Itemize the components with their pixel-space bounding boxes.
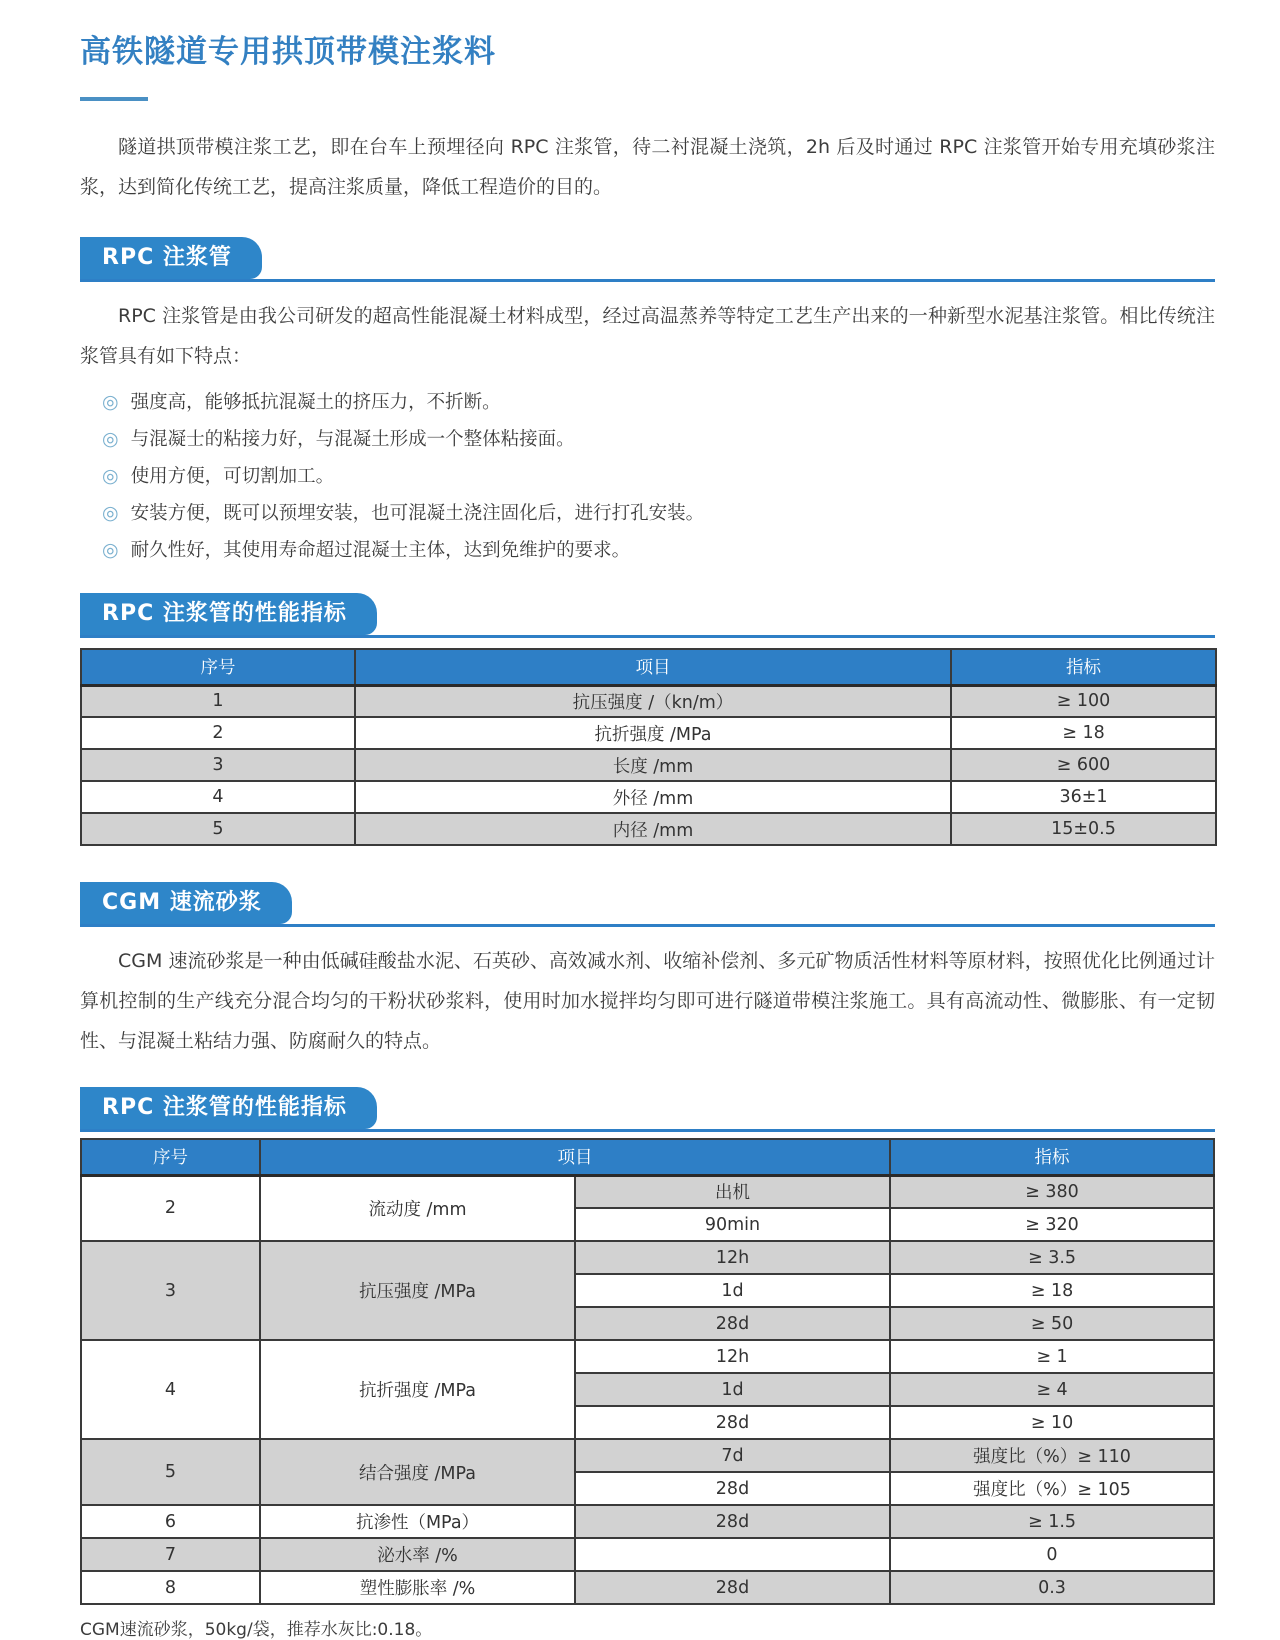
cell-no: 4: [81, 1340, 260, 1439]
cell-value: 0: [890, 1538, 1214, 1571]
table-row: [81, 1175, 1214, 1208]
cell-no: 3: [81, 749, 355, 781]
cell-value: ≥ 320: [890, 1208, 1214, 1241]
table-row: [81, 1505, 1214, 1538]
cell-item: 抗折强度 /MPa: [355, 717, 951, 749]
cell-no: 2: [81, 717, 355, 749]
cell-condition: 28d: [575, 1472, 890, 1505]
cell-no: 8: [81, 1571, 260, 1604]
page-title: 高铁隧道专用拱顶带模注浆料: [80, 34, 496, 70]
column-header: 项目: [355, 649, 951, 685]
table-row: [81, 685, 1216, 717]
cell-no: 5: [81, 813, 355, 845]
cell-item: 泌水率 /%: [260, 1538, 575, 1571]
bullet-icon: ◎: [102, 539, 119, 561]
section-bar-cgm: [80, 882, 1215, 927]
cell-value: ≥ 10: [890, 1406, 1214, 1439]
list-item: [102, 495, 1215, 532]
table-row: [81, 1571, 1214, 1604]
cell-value: ≥ 3.5: [890, 1241, 1214, 1274]
column-header: 序号: [81, 1139, 260, 1175]
cell-no: 1: [81, 685, 355, 717]
table-row: [81, 781, 1216, 813]
table-header-row: [81, 1139, 1214, 1175]
cgm-performance-table: [80, 1138, 1215, 1605]
table-row: [81, 1340, 1214, 1373]
cell-item: 塑性膨胀率 /%: [260, 1571, 575, 1604]
cell-value: 15±0.5: [951, 813, 1216, 845]
cell-condition: 12h: [575, 1241, 890, 1274]
cell-value: ≥ 18: [951, 717, 1216, 749]
cell-value: ≥ 50: [890, 1307, 1214, 1340]
cell-item: 内径 /mm: [355, 813, 951, 845]
rpc-feature-list: [80, 384, 1215, 569]
cell-condition: 1d: [575, 1274, 890, 1307]
cell-item: 外径 /mm: [355, 781, 951, 813]
section-bar-rpc-pipe: [80, 237, 1215, 282]
table-row: [81, 1538, 1214, 1571]
bullet-text: 与混凝士的粘接力好，与混凝土形成一个整体粘接面。: [130, 429, 575, 450]
cgm-description: CGM 速流砂浆是一种由低碱硅酸盐水泥、石英砂、高效减水剂、收缩补偿剂、多元矿物质活性材料等原材料，按照优化比例通过计算机控制的生产线充分混合均匀的干粉状砂浆料，使用时加水搅拌均匀即可进行隧道带模注浆施工。具有高流动性、微膨胀、有一定韧性、与混凝土粘结力强、防腐耐久的特点。: [80, 950, 1215, 1052]
cell-no: 5: [81, 1439, 260, 1505]
table-row: [81, 813, 1216, 845]
section-header-rpc-table: RPC 注浆管的性能指标: [80, 593, 377, 635]
cell-value: ≥ 600: [951, 749, 1216, 781]
cell-value: ≥ 380: [890, 1175, 1214, 1208]
cell-value: 强度比（%）≥ 105: [890, 1472, 1214, 1505]
column-header: 序号: [81, 649, 355, 685]
cell-value: 0.3: [890, 1571, 1214, 1604]
cell-no: 7: [81, 1538, 260, 1571]
bullet-text: 耐久性好，其使用寿命超过混凝士主体，达到免维护的要求。: [130, 540, 631, 561]
table-header-row: [81, 649, 1216, 685]
table-row: [81, 749, 1216, 781]
cell-item: 抗压强度 /（kn/m）: [355, 685, 951, 717]
bullet-text: 使用方便，可切割加工。: [130, 466, 335, 487]
cell-value: ≥ 4: [890, 1373, 1214, 1406]
cell-value: ≥ 100: [951, 685, 1216, 717]
section-bar-cgm-table: [80, 1087, 1215, 1132]
section-header-cgm: CGM 速流砂浆: [80, 882, 292, 924]
bullet-icon: ◎: [102, 465, 119, 487]
cell-item: 结合强度 /MPa: [260, 1439, 575, 1505]
cell-item: 长度 /mm: [355, 749, 951, 781]
cell-condition: 28d: [575, 1406, 890, 1439]
title-underline: [80, 97, 148, 101]
cell-value: ≥ 1: [890, 1340, 1214, 1373]
cell-value: ≥ 18: [890, 1274, 1214, 1307]
rpc-performance-table: [80, 648, 1217, 846]
table-row: [81, 1439, 1214, 1472]
intro-paragraph: 隧道拱顶带模注浆工艺，即在台车上预埋径向 RPC 注浆管，待二衬混凝土浇筑，2h 后及时通过 RPC 注浆管开始专用充填砂浆注浆，达到简化传统工艺，提高注浆质量，降低工程造价的目的。: [80, 136, 1215, 198]
footnote: CGM速流砂浆，50kg/袋，推荐水灰比:0.18。: [80, 1620, 433, 1640]
list-item: [102, 458, 1215, 495]
cell-condition: 1d: [575, 1373, 890, 1406]
cell-value: 36±1: [951, 781, 1216, 813]
cell-item: 抗折强度 /MPa: [260, 1340, 575, 1439]
table-row: [81, 1241, 1214, 1274]
cell-condition: 28d: [575, 1307, 890, 1340]
list-item: [102, 421, 1215, 458]
column-header: 项目: [260, 1139, 890, 1175]
bullet-text: 安装方便，既可以预埋安装，也可混凝土浇注固化后，进行打孔安装。: [130, 503, 705, 524]
cell-condition: 出机: [575, 1175, 890, 1208]
section-bar-rpc-table: [80, 593, 1215, 638]
cell-value: 强度比（%）≥ 110: [890, 1439, 1214, 1472]
bullet-icon: ◎: [102, 391, 119, 413]
cell-condition: 7d: [575, 1439, 890, 1472]
cell-value: ≥ 1.5: [890, 1505, 1214, 1538]
rpc-description: RPC 注浆管是由我公司研发的超高性能混凝土材料成型，经过高温蒸养等特定工艺生产出来的一种新型水泥基注浆管。相比传统注浆管具有如下特点：: [80, 305, 1215, 367]
bullet-text: 强度高，能够抵抗混凝土的挤压力，不折断。: [130, 392, 501, 413]
cell-no: 2: [81, 1175, 260, 1241]
list-item: [102, 384, 1215, 421]
cell-item: 抗渗性（MPa）: [260, 1505, 575, 1538]
table-row: [81, 717, 1216, 749]
cell-condition: 12h: [575, 1340, 890, 1373]
document-page: [80, 0, 1215, 1640]
cell-no: 3: [81, 1241, 260, 1340]
bullet-icon: ◎: [102, 428, 119, 450]
column-header: 指标: [890, 1139, 1214, 1175]
bullet-icon: ◎: [102, 502, 119, 524]
section-header-cgm-table: RPC 注浆管的性能指标: [80, 1087, 377, 1129]
cell-item: 抗压强度 /MPa: [260, 1241, 575, 1340]
list-item: [102, 532, 1215, 569]
cell-condition: 28d: [575, 1505, 890, 1538]
cell-condition: 90min: [575, 1208, 890, 1241]
cell-no: 6: [81, 1505, 260, 1538]
cell-no: 4: [81, 781, 355, 813]
column-header: 指标: [951, 649, 1216, 685]
cell-condition: [575, 1538, 890, 1571]
section-header-rpc-pipe: RPC 注浆管: [80, 237, 262, 279]
cell-item: 流动度 /mm: [260, 1175, 575, 1241]
cell-condition: 28d: [575, 1571, 890, 1604]
